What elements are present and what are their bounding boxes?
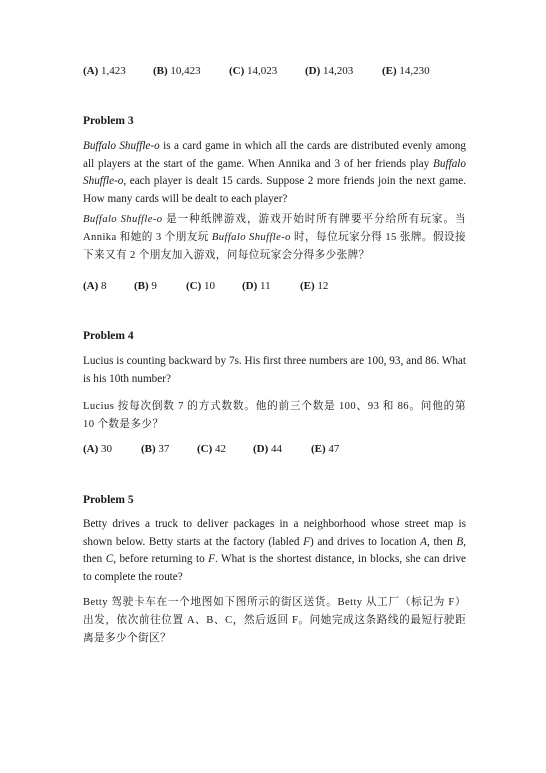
choice-letter: (D) [305, 65, 321, 77]
answer-choice [186, 279, 242, 293]
problem-3-text-part: , each player is dealt 15 cards. Suppose 2 more friends join the next game. How many cards will be dealt to each player? [83, 175, 466, 205]
problem-3-english-text [83, 138, 466, 208]
choice-value: 47 [325, 443, 340, 455]
game-name: Buffalo Shuffle-o [83, 140, 160, 152]
choice-letter: (E) [311, 443, 326, 455]
answer-choice [134, 279, 186, 293]
location-label: B [456, 535, 464, 548]
choice-value: 37 [155, 443, 170, 455]
choice-value: 9 [148, 280, 157, 292]
answer-choice [229, 64, 305, 78]
location-label: F [303, 535, 310, 548]
choice-letter: (A) [83, 280, 99, 292]
problem-3-chinese-text [83, 211, 466, 265]
answer-choice [253, 442, 311, 456]
answer-choice [242, 279, 300, 293]
problem-4-chinese-text: Lucius 按每次倒数 7 的方式数数。他的前三个数是 100、93 和 86。问他的第 10 个数是多少？ [83, 401, 466, 430]
problem-5-text-part: Betty drives a truck to deliver packages in a neighborhood whose street map is shown below. Betty starts at the factory (labled [83, 518, 466, 548]
problem-4-heading: Problem 4 [83, 330, 134, 342]
problem-5-text-part: , then [427, 535, 457, 548]
problem-3-chinese-part: 时，每位玩家分得 15 张牌。假设接下来又有 2 个朋友加入游戏，问每位玩家会分得多少张牌？ [83, 232, 467, 261]
problem-5-heading: Problem 5 [83, 494, 134, 506]
choice-letter: (D) [253, 443, 269, 455]
choice-value: 30 [98, 443, 113, 455]
answer-choice [153, 64, 229, 78]
problem-3-answer-choices [83, 279, 466, 293]
choice-letter: (B) [134, 280, 149, 292]
game-name: Buffalo Shuffle-o [83, 214, 163, 225]
answer-choice [311, 442, 371, 456]
choice-value: 14,023 [244, 65, 278, 77]
problem-5-text-part: , then [83, 535, 466, 566]
choice-value: 14,203 [320, 65, 354, 77]
location-label: A [420, 535, 427, 548]
answer-choice [197, 442, 253, 456]
choice-letter: (C) [229, 65, 245, 77]
problem-3-heading: Problem 3 [83, 115, 134, 127]
choice-value: 12 [314, 280, 329, 292]
answer-choice [83, 279, 134, 293]
choice-letter: (A) [83, 443, 99, 455]
answer-choice [305, 64, 382, 78]
problem-5-text-part: , before returning to [113, 553, 209, 566]
answer-choice [300, 279, 360, 293]
location-label: F [208, 553, 215, 566]
game-name: Buffalo Shuffle-o [211, 232, 291, 243]
answer-choice [141, 442, 197, 456]
choice-value: 44 [268, 443, 283, 455]
choice-letter: (B) [141, 443, 156, 455]
answer-choice [382, 64, 462, 78]
problem-3-chinese-part: 是一种纸牌游戏，游戏开始时所有牌要平分给所有玩家。当 Annika 和她的 3 个朋友玩 [83, 214, 466, 243]
location-label: C [105, 553, 114, 566]
choice-value: 42 [212, 443, 227, 455]
choice-letter: (E) [382, 65, 397, 77]
problem-5-english-text [83, 516, 466, 586]
choice-letter: (C) [197, 443, 213, 455]
choice-value: 1,423 [98, 65, 126, 77]
problem-5-text-part: . What is the shortest distance, in blocks, she can drive to complete the route? [83, 553, 467, 583]
game-name: Buffalo Shuffle-o [83, 157, 466, 188]
answer-choice [83, 64, 153, 78]
choice-letter: (D) [242, 280, 258, 292]
choice-letter: (C) [186, 280, 202, 292]
problem-2-answer-choices [83, 64, 466, 78]
choice-value: 8 [98, 280, 107, 292]
choice-letter: (A) [83, 65, 99, 77]
problem-3-text-part: is a card game in which all the cards are distributed evenly among all players at the start of the game. When Annika and 3 of her friends play [83, 140, 466, 170]
problem-4-english-text: Lucius is counting backward by 7s. His first three numbers are 100, 93, and 86. What is his 10th number? [83, 355, 466, 385]
problem-5-chinese-text: Betty 驾驶卡车在一个地图如下图所示的街区送货。Betty 从工厂（标记为 F）出发，依次前往位置 A、B、C，然后返回 F。问她完成这条路线的最短行驶距离是多少个街区？ [83, 597, 466, 644]
choice-value: 11 [257, 280, 271, 292]
choice-value: 10,423 [167, 65, 201, 77]
answer-choice [83, 442, 141, 456]
choice-value: 10 [201, 280, 216, 292]
problem-5-text-part: ) and drives to location [309, 535, 421, 548]
choice-letter: (B) [153, 65, 168, 77]
choice-value: 14,230 [396, 65, 430, 77]
problem-4-answer-choices [83, 442, 466, 456]
choice-letter: (E) [300, 280, 315, 292]
